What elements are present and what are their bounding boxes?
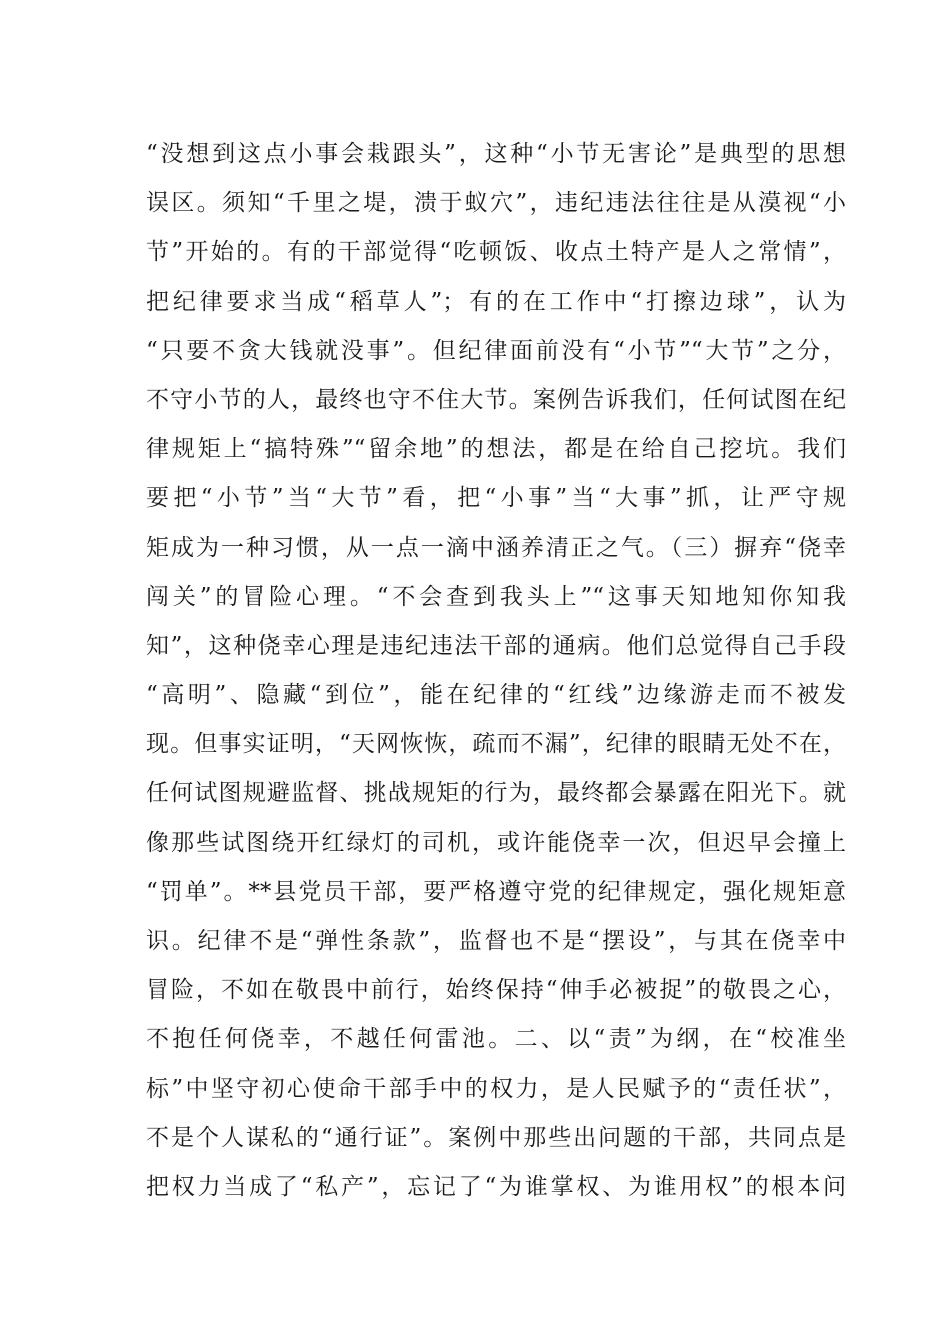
- text-line-13: 现。但事实证明，“天网恢恢，疏而不漏”，纪律的眼睛无处不在，: [146, 731, 846, 758]
- text-line-22: 把权力当成了“私产”，忘记了“为谁掌权、为谁用权”的根本问: [146, 1173, 846, 1200]
- text-line-15: 像那些试图绕开红绿灯的司机，或许能侥幸一次，但迟早会撞上: [146, 829, 846, 856]
- text-line-3: 节”开始的。有的干部觉得“吃顿饭、收点土特产是人之常情”，: [146, 239, 846, 266]
- text-line-11: 知”，这种侥幸心理是违纪违法干部的通病。他们总觉得自己手段: [146, 632, 846, 659]
- text-line-2: 误区。须知“千里之堤，溃于蚁穴”，违纪违法往往是从漠视“小: [146, 190, 846, 217]
- body-text: [146, 130, 846, 1212]
- text-line-10: 闯关”的冒险心理。“不会查到我头上”“这事天知地知你知我: [146, 583, 846, 610]
- text-line-18: 冒险，不如在敬畏中前行，始终保持“伸手必被捉”的敬畏之心，: [146, 977, 846, 1004]
- text-line-5: “只要不贪大钱就没事”。但纪律面前没有“小节”“大节”之分，: [146, 337, 846, 364]
- text-line-6: 不守小节的人，最终也守不住大节。案例告诉我们，任何试图在纪: [146, 386, 846, 413]
- text-line-19: 不抱任何侥幸，不越任何雷池。二、以“责”为纲，在“校准坐: [146, 1026, 846, 1053]
- text-line-1: “没想到这点小事会栽跟头”，这种“小节无害论”是典型的思想: [146, 141, 846, 167]
- text-line-8: 要把“小节”当“大节”看，把“小事”当“大事”抓，让严守规: [146, 485, 846, 512]
- text-line-4: 把纪律要求当成“稻草人”；有的在工作中“打擦边球”，认为: [146, 288, 846, 315]
- text-line-20: 标”中坚守初心使命干部手中的权力，是人民赋予的“责任状”，: [146, 1075, 846, 1102]
- text-line-17: 识。纪律不是“弹性条款”，监督也不是“摆设”，与其在侥幸中: [146, 928, 846, 954]
- text-line-21: 不是个人谋私的“通行证”。案例中那些出问题的干部，共同点是: [146, 1124, 846, 1151]
- text-line-14: 任何试图规避监督、挑战规矩的行为，最终都会暴露在阳光下。就: [146, 780, 846, 807]
- text-line-16: “罚单”。**县党员干部，要严格遵守党的纪律规定，强化规矩意: [146, 878, 846, 905]
- text-line-12: “高明”、隐藏“到位”，能在纪律的“红线”边缘游走而不被发: [146, 682, 846, 709]
- text-line-9: 矩成为一种习惯，从一点一滴中涵养清正之气。（三）摒弃“侥幸: [146, 534, 846, 561]
- text-line-7: 律规矩上“搞特殊”“留余地”的想法，都是在给自己挖坑。我们: [146, 436, 846, 463]
